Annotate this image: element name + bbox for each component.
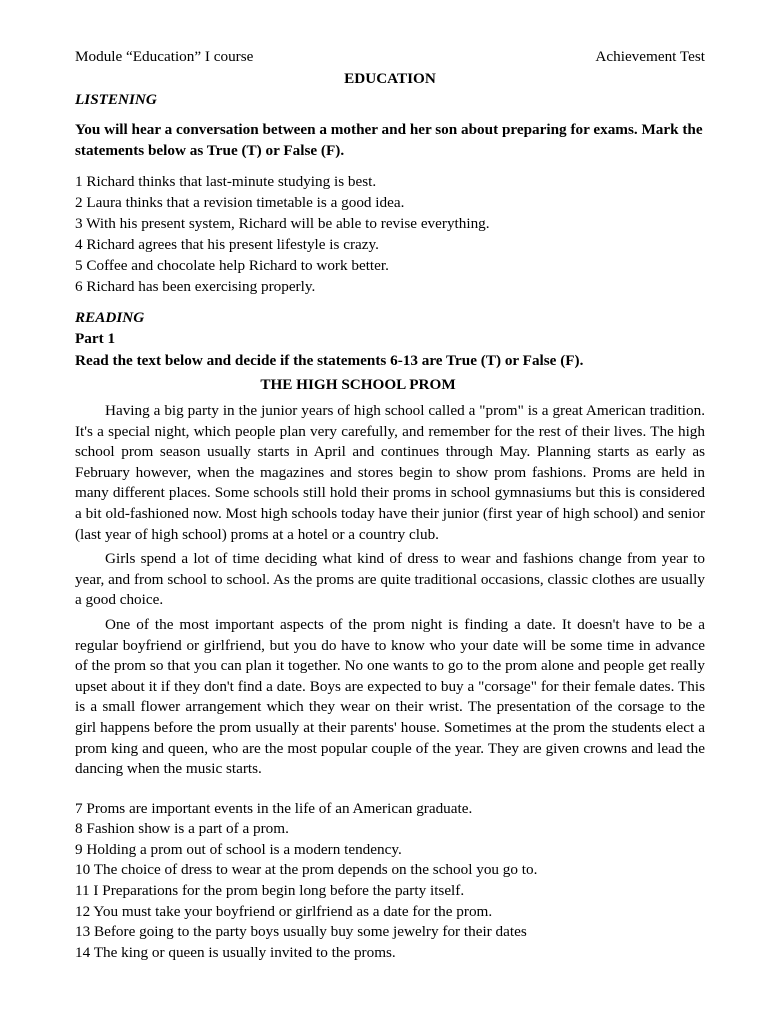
list-item: 11 I Preparations for the prom begin long before the party itself. — [75, 882, 465, 900]
list-item: 13 Before going to the party boys usually buy some jewelry for their dates — [75, 923, 527, 941]
listening-statements — [75, 171, 705, 297]
reading-heading: READING — [75, 309, 145, 326]
page-header — [75, 46, 705, 67]
list-item: 8 Fashion show is a part of a prom. — [75, 820, 289, 838]
list-item: 6 Richard has been exercising properly. — [75, 278, 316, 295]
text-title: THE HIGH SCHOOL PROM — [260, 376, 456, 393]
module-label: Module “Education” I course — [75, 48, 254, 65]
reading-part-label: Part 1 — [75, 330, 116, 347]
listening-instruction: You will hear a conversation between a mother and her son about preparing for exams. Mark the statements below as True (T) or False (F). — [75, 121, 703, 159]
text-paragraph: One of the most important aspects of the prom night is finding a date. It doesn't have to be a regular boyfriend or girlfriend, but you do have to know who your date will be some time in advance of the prom so that you can plan it together. No one wants to go to the prom alone and people get really upset about it if they don't find a date. Boys are expected to buy a "corsage" for their female dates. This is a small flower arrangement which they wear on their wrist. The presentation of the corsage to the girl happens before the prom usually at their parents' house. Sometimes at the prom the students elect a prom king and queen, who are the most popular couple of the year. They are given crowns and lead the dancing when the music starts. — [75, 615, 705, 778]
list-item: 3 With his present system, Richard will be able to revise everything. — [75, 215, 490, 232]
list-item: 2 Laura thinks that a revision timetable is a good idea. — [75, 194, 405, 211]
document-page — [75, 46, 705, 963]
list-item: 10 The choice of dress to wear at the prom depends on the school you go to. — [75, 861, 538, 879]
text-paragraph: Girls spend a lot of time deciding what kind of dress to wear and fashions change from year to year, and from school to school. As the proms are quite traditional occasions, classic clothes are usually a good choice. — [75, 550, 705, 609]
list-item: 14 The king or queen is usually invited to the proms. — [75, 943, 396, 961]
list-item: 12 You must take your boyfriend or girlfriend as a date for the prom. — [75, 902, 493, 920]
document-title: EDUCATION — [344, 70, 436, 87]
list-item: 4 Richard agrees that his present lifestyle is crazy. — [75, 236, 379, 253]
list-item: 1 Richard thinks that last-minute studying is best. — [75, 173, 377, 190]
reading-statements — [75, 799, 705, 964]
reading-instruction: Read the text below and decide if the statements 6-13 are True (T) or False (F). — [75, 352, 584, 369]
text-paragraph: Having a big party in the junior years of high school called a "prom" is a great American tradition. It's a special night, which people plan very carefully, and remember for the rest of their lives. The high school prom season usually starts in April and continues through May. Planning starts as early as February however, when the magazines and stores begin to show prom fashions. Proms are held in many different places. Some schools still hold their proms in school gymnasiums but this is considered a bit old-fashioned now. Most high schools today have their junior (first year of high school) and senior (last year of high school) proms at a hotel or a country club. — [75, 402, 705, 543]
list-item: 5 Coffee and chocolate help Richard to work better. — [75, 257, 389, 274]
test-type-label: Achievement Test — [595, 48, 705, 65]
listening-heading: LISTENING — [75, 91, 157, 108]
list-item: 9 Holding a prom out of school is a modern tendency. — [75, 840, 402, 858]
list-item: 7 Proms are important events in the life of an American graduate. — [75, 799, 473, 817]
